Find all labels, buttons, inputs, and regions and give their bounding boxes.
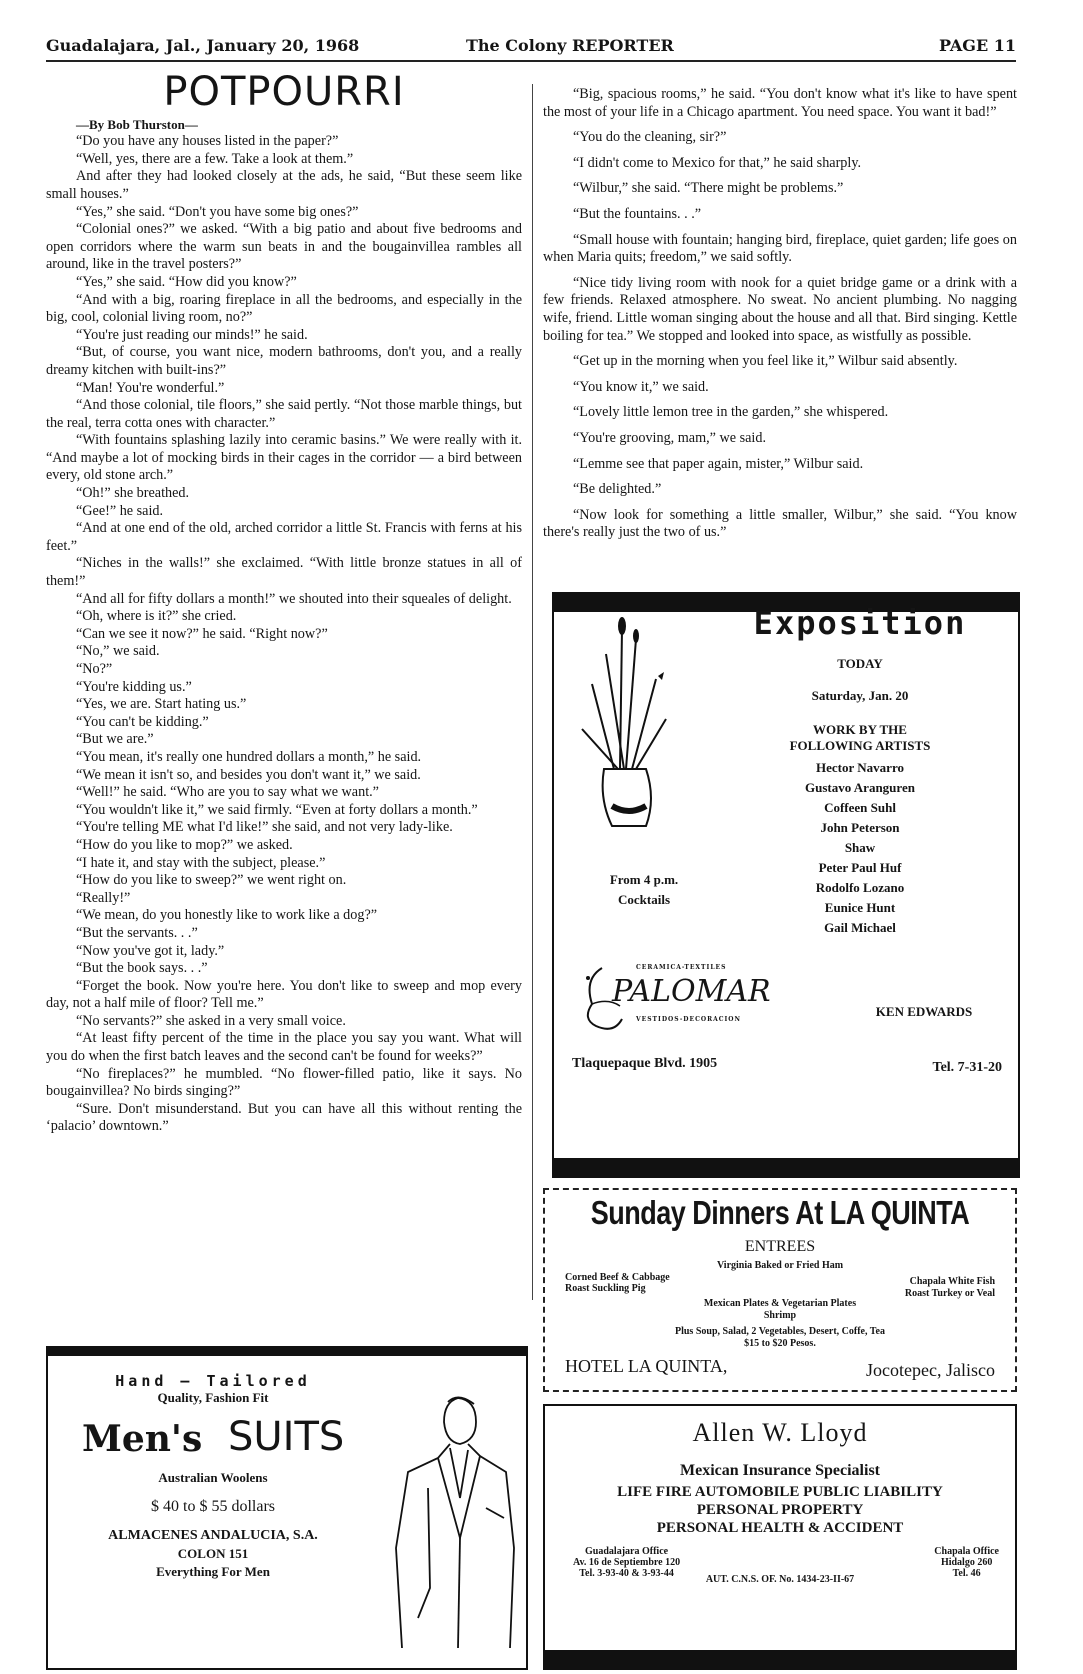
suits-tagline: Hand — Tailored [115, 1372, 311, 1390]
lloyd-coverage-line-2: PERSONAL PROPERTY [696, 1502, 864, 1518]
article-paragraph: “I hate it, and stay with the subject, please.” [76, 854, 326, 871]
article-paragraph: “Gee!” he said. [76, 502, 164, 519]
article-paragraph: “Big, spacious rooms,” he said. “You don't know what it's like to have spent the most of your life in a Chicago apartment. You need space. You want it bad!” [543, 86, 1017, 120]
lloyd-chapala-phone: Tel. 46 [952, 1568, 981, 1579]
article-paragraph: “You do the cleaning, sir?” [573, 129, 727, 146]
exposition-date: Saturday, Jan. 20 [811, 688, 909, 703]
la-quinta-title: Sunday Dinners At LA QUINTA [590, 1194, 970, 1232]
masthead-paper-name: The Colony REPORTER [466, 36, 674, 55]
artist-name: Peter Paul Huf [818, 860, 902, 875]
palomar-logo-top: CERAMICA-TEXTILES [636, 964, 727, 971]
article-paragraph: “And at one end of the old, arched corridor a little St. Francis with ferns at his feet.” [46, 520, 522, 554]
la-quinta-line-turkey: Roast Turkey or Veal [904, 1288, 995, 1299]
article-paragraph: “Niches in the walls!” she exclaimed. “With little bronze statues in all of them!” [46, 555, 522, 590]
article-paragraph: “You're kidding us.” [76, 678, 192, 695]
article-right-column [543, 86, 1017, 550]
article-paragraph: “Well, yes, there are a few. Take a look at them.” [76, 150, 354, 167]
article-paragraph: “Small house with fountain; hanging bird, fireplace, quiet garden; life goes on when Maria quits; freedom,” we said softly. [543, 231, 1017, 266]
exposition-address: Tlaquepaque Blvd. 1905 [572, 1056, 718, 1071]
la-quinta-line-extras: Plus Soup, Salad, 2 Vegetables, Desert, Coffe, Tea [674, 1326, 885, 1337]
exposition-following-artists: FOLLOWING ARTISTS [789, 738, 931, 753]
article-paragraph: “How do you like to sweep?” we went right on. [76, 872, 347, 889]
la-quinta-line-ham: Virginia Baked or Fried Ham [716, 1260, 844, 1271]
article-paragraph: “Well!” he said. “Who are you to say what we want.” [76, 784, 379, 801]
la-quinta-hotel: HOTEL LA QUINTA, [565, 1356, 728, 1376]
article-paragraph: “Yes,” she said. “Don't you have some big ones?” [76, 203, 359, 220]
article-paragraph: “Nice tidy living room with nook for a quiet bridge game or a drink with a few friends. Relaxed atmosphere. No sweat. No ancient plumbing. No nagging wife, friend. Little woman singing about the house and all that. Bird singing. Kettle boiling for tea.” We stopped and looked into space, as wistfully as possible. [543, 274, 1017, 344]
lloyd-chapala-title: Chapala Office [934, 1546, 999, 1557]
artist-name: Hector Navarro [816, 760, 904, 775]
article-paragraph: “You mean, it's really one hundred dollars a month,” he said. [76, 748, 422, 765]
article-byline: —By Bob Thurston— [76, 116, 198, 132]
ad-bottom-band [543, 1650, 1017, 1670]
exposition-phone: Tel. 7-31-20 [932, 1060, 1002, 1075]
lloyd-coverage-line-3: PERSONAL HEALTH & ACCIDENT [656, 1520, 904, 1536]
article-paragraph: “But the fountains. . .” [573, 205, 702, 222]
lloyd-chapala-address: Hidalgo 260 [940, 1557, 993, 1568]
artist-name: John Peterson [820, 820, 900, 835]
article-paragraph: “You can't be kidding.” [76, 713, 209, 730]
suits-store: ALMACENES ANDALUCIA, S.A. [108, 1528, 318, 1543]
suits-price: $ 40 to $ 55 dollars [151, 1498, 275, 1515]
article-paragraph: “Man! You're wonderful.” [76, 379, 225, 396]
article-paragraph: “No fireplaces?” he mumbled. “No flower-filled patio, like it says. No bougainvillea? No birds singing?” [46, 1065, 522, 1100]
suits-street: COLON 151 [177, 1546, 249, 1561]
palomar-logo-name: PALOMAR [612, 974, 771, 1009]
article-paragraph: “How do you like to mop?” we asked. [76, 836, 293, 853]
article-paragraph: “Now you've got it, lady.” [76, 942, 225, 959]
article-paragraph: “And with a big, roaring fireplace in all the bedrooms, and especially in the big, cool, colonial living room, no?” [46, 291, 522, 326]
article-paragraph: “Lemme see that paper again, mister,” Wilbur said. [573, 455, 864, 472]
article-paragraph: “Lovely little lemon tree in the garden,” she whispered. [573, 404, 889, 421]
lloyd-specialty: Mexican Insurance Specialist [680, 1462, 880, 1479]
article-paragraph: “Can we see it now?” he said. “Right now?” [76, 625, 328, 642]
suits-headline: SUITS [228, 1414, 345, 1460]
man-in-suit-illustration-icon [388, 1388, 518, 1658]
la-quinta-entrees: ENTREES [744, 1238, 816, 1255]
la-quinta-town: Jocotepec, Jalisco [866, 1360, 995, 1380]
suits-quality: Quality, Fashion Fit [157, 1390, 269, 1405]
artist-name: Gustavo Aranguren [805, 780, 915, 795]
lloyd-name: Allen W. Lloyd [692, 1418, 868, 1447]
la-quinta-line-price: $15 to $20 Pesos. [744, 1338, 816, 1349]
la-quinta-line-beef: Corned Beef & Cabbage [565, 1272, 670, 1283]
article-paragraph: “Oh, where is it?” she cried. [76, 608, 237, 625]
article-paragraph: “Be delighted.” [573, 481, 662, 498]
article-paragraph: “Forget the book. Now you're here. You don't like to sweep and mop every day, not a half mile of floor? Tell me.” [46, 977, 522, 1012]
artist-name: Shaw [844, 840, 876, 855]
article-paragraph: “You wouldn't like it,” we said firmly. “Even at forty dollars a month.” [76, 801, 478, 818]
article-paragraph: “Now look for something a little smaller, Wilbur,” she said. “You know there's really just the two of us.” [543, 506, 1017, 541]
article-paragraph: “No servants?” she asked in a very small voice. [76, 1012, 346, 1029]
lloyd-gdl-phone: Tel. 3-93-40 & 3-93-44 [579, 1568, 674, 1579]
exposition-ad [552, 592, 1020, 1178]
la-quinta-line-fish: Chapala White Fish [909, 1276, 995, 1287]
palomar-logo [574, 964, 774, 1034]
suits-fabric: Australian Woolens [158, 1470, 268, 1485]
article-paragraph: “You're telling ME what I'd like!” she said, and not very lady-like. [76, 819, 453, 836]
masthead [46, 34, 1016, 62]
la-quinta-ad [543, 1188, 1017, 1392]
ad-bottom-band [552, 1158, 1020, 1178]
lloyd-coverage-line-1: LIFE FIRE AUTOMOBILE PUBLIC LIABILITY [617, 1484, 943, 1500]
article-paragraph: “But the servants. . .” [76, 924, 198, 941]
article-paragraph: “Oh!” she breathed. [76, 485, 190, 502]
article-paragraph: “And those colonial, tile floors,” she said pertly. “Not those marble things, but the real, terra cotta ones with character.” [46, 397, 522, 431]
article-paragraph: “Do you have any houses listed in the paper?” [76, 133, 339, 150]
article-paragraph: “And all for fifty dollars a month!” we shouted into their squeales of delight. [76, 590, 512, 607]
article-paragraph: “Really!” [76, 889, 131, 906]
artist-name: Rodolfo Lozano [815, 880, 905, 895]
exposition-cocktails: Cocktails [618, 892, 670, 907]
exposition-time: From 4 p.m. [609, 872, 679, 887]
article-paragraph: “No,” we said. [76, 643, 160, 660]
artist-name: Coffeen Suhl [824, 800, 896, 815]
article-paragraph: “Yes,” she said. “How did you know?” [76, 273, 297, 290]
article-paragraph: And after they had looked closely at the ads, he said, “But these seem like small houses.” [46, 168, 522, 202]
artist-name: Gail Michael [824, 920, 896, 935]
vase-with-brushes-icon [574, 594, 674, 844]
article-paragraph: “Colonial ones?” we asked. “With a big patio and about five bedrooms and open corridors where the warm sun beats in and the bougainvillea rambles all around, like in the travel posters?” [46, 221, 522, 273]
exposition-owner: KEN EDWARDS [875, 1004, 973, 1019]
article-paragraph: “But, of course, you want nice, modern bathrooms, don't you, and a really dreamy kitchen with built-ins?” [46, 344, 522, 378]
article-paragraph: “But we are.” [76, 731, 154, 748]
article-paragraph: “Wilbur,” she said. “There might be problems.” [573, 180, 844, 197]
article-paragraph: “Yes, we are. Start hating us.” [76, 696, 247, 713]
article-paragraph: “You know it,” we said. [573, 378, 709, 395]
lloyd-authorization: AUT. C.N.S. OF. No. 1434-23-II-67 [705, 1574, 855, 1585]
artist-name: Eunice Hunt [824, 900, 896, 915]
article-paragraph: “At least fifty percent of the time in the place you say you want. What will you do when the first batch leaves and the second can't be found for weeks?” [46, 1030, 522, 1065]
article-right-paragraphs [543, 86, 1017, 542]
article-left-column [46, 69, 522, 1136]
article-paragraph: “I didn't come to Mexico for that,” he said sharply. [573, 154, 862, 171]
article-paragraph: “We mean, do you honestly like to work like a dog?” [76, 907, 378, 924]
article-paragraph: “You're just reading our minds!” he said. [76, 326, 308, 343]
article-paragraph: “No?” [76, 661, 113, 677]
exposition-work-by: WORK BY THE [813, 722, 907, 737]
article-paragraph: “Get up in the morning when you feel like it,” Wilbur said absently. [573, 353, 958, 370]
lloyd-gdl-title: Guadalajara Office [585, 1546, 669, 1557]
article-paragraph: “We mean it isn't so, and besides you don't want it,” we said. [76, 766, 421, 783]
suits-slogan: Everything For Men [156, 1564, 270, 1579]
la-quinta-line-shrimp: Shrimp [763, 1310, 797, 1321]
column-divider [532, 84, 533, 1300]
la-quinta-line-pig: Roast Suckling Pig [565, 1283, 646, 1294]
article-left-paragraphs [46, 133, 522, 1136]
palomar-logo-bottom: VESTIDOS-DECORACION [636, 1016, 742, 1023]
masthead-dateline: Guadalajara, Jal., January 20, 1968 [46, 36, 360, 55]
exposition-title: Exposition [753, 604, 967, 642]
masthead-page-number: PAGE 11 [939, 36, 1016, 55]
article-paragraph: “With fountains splashing lazily into ceramic basins.” We were really with it. “And maybe a lot of mocking birds in their cages in the corridor — a bird between every, old stone arch.” [46, 432, 522, 484]
ad-top-band [46, 1346, 528, 1356]
suits-mens: Men's [82, 1418, 203, 1460]
allen-lloyd-ad [543, 1404, 1017, 1670]
article-paragraph: “But the book says. . .” [76, 960, 208, 977]
article-paragraph: “You're grooving, mam,” we said. [573, 429, 767, 446]
article-paragraph: “Sure. Don't misunderstand. But you can have all this without renting the ‘palacio’ downtown.” [46, 1100, 522, 1135]
mens-suits-ad [46, 1346, 528, 1670]
article-title: POTPOURRI [163, 69, 405, 115]
lloyd-gdl-address: Av. 16 de Septiembre 120 [573, 1557, 681, 1568]
la-quinta-line-plates: Mexican Plates & Vegetarian Plates [703, 1298, 857, 1309]
exposition-today: TODAY [837, 656, 883, 671]
